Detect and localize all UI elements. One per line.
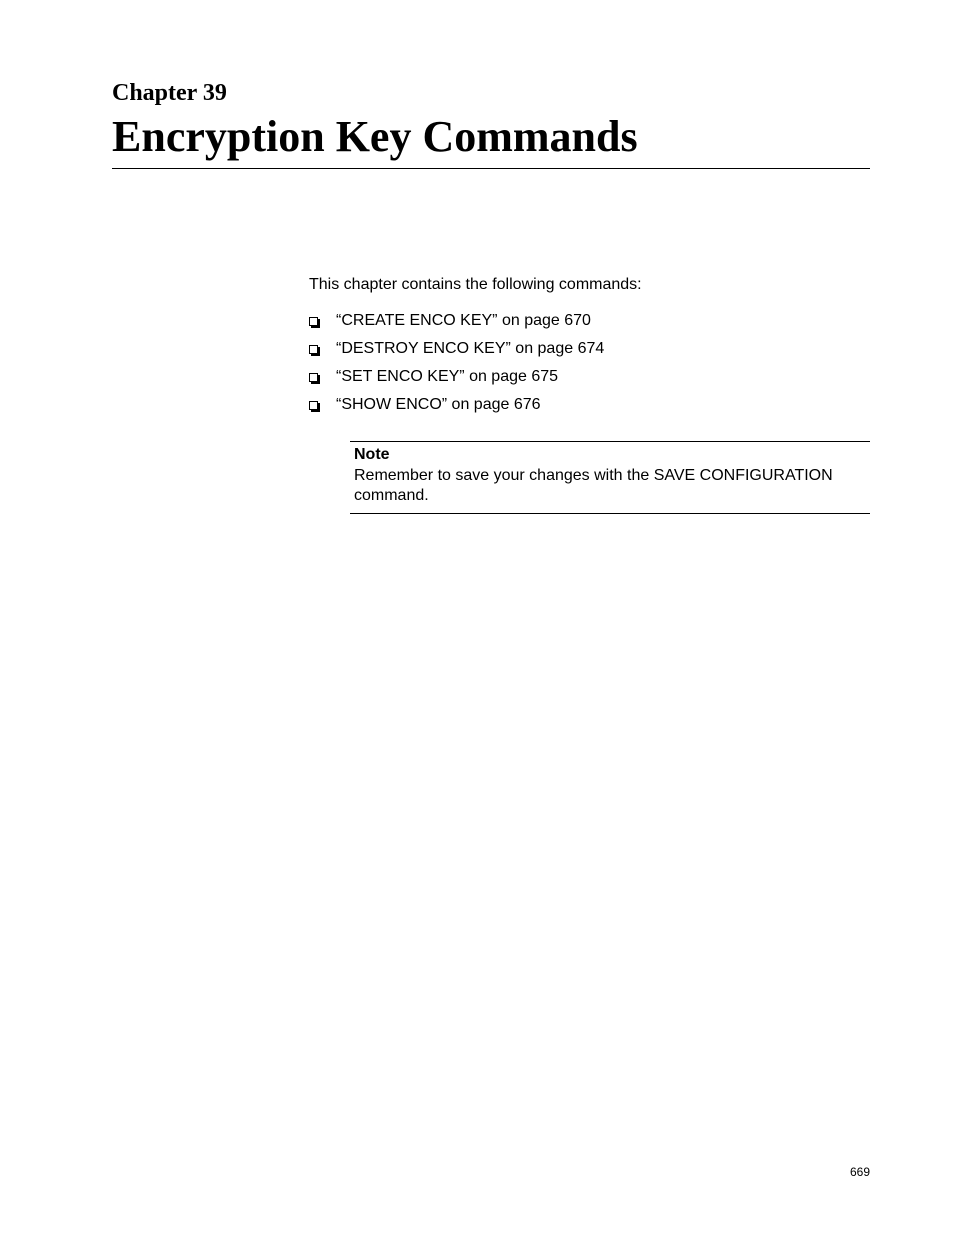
note-heading: Note [354, 446, 390, 463]
command-link-create-enco-key[interactable]: “CREATE ENCO KEY” on page 670 [336, 312, 591, 329]
square-bullet-icon [309, 317, 318, 326]
command-link-set-enco-key[interactable]: “SET ENCO KEY” on page 675 [336, 368, 559, 385]
command-list-item [309, 366, 604, 394]
title-divider [112, 168, 870, 169]
command-link-show-enco[interactable]: “SHOW ENCO” on page 676 [336, 396, 541, 413]
intro-text: This chapter contains the following commands: [309, 276, 642, 293]
page-number: 669 [849, 1165, 870, 1179]
command-list-item [309, 310, 604, 338]
square-bullet-icon [309, 373, 318, 382]
command-link-destroy-enco-key[interactable]: “DESTROY ENCO KEY” on page 674 [336, 340, 605, 357]
command-list [309, 310, 604, 422]
note-box [350, 441, 870, 514]
command-list-item [309, 338, 604, 366]
note-text: Remember to save your changes with the SAVE CONFIGURATION command. [354, 467, 833, 504]
square-bullet-icon [309, 345, 318, 354]
square-bullet-icon [309, 401, 318, 410]
command-list-item [309, 394, 604, 422]
chapter-label: Chapter 39 [112, 80, 227, 106]
chapter-title: Encryption Key Commands [112, 112, 638, 161]
